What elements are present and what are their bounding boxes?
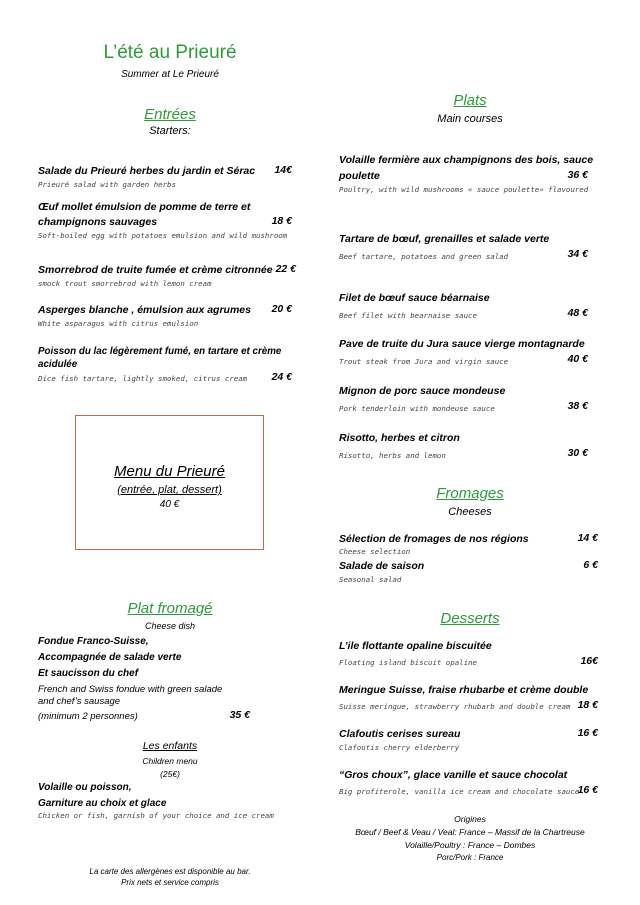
plat-desc: Poultry, with wild mushrooms « sauce poulette» flavoured bbox=[339, 185, 589, 194]
entree-price: 20 € bbox=[271, 303, 292, 315]
plat-desc: Beef filet with bearnaise sauce bbox=[339, 311, 477, 320]
menu-box-title: Menu du Prieuré bbox=[114, 463, 225, 480]
enfants-subtitle: Children menu bbox=[142, 756, 198, 766]
entree-desc: Prieuré salad with garden herbs bbox=[38, 180, 176, 189]
plat-fromage-title: Plat fromagé bbox=[127, 600, 213, 617]
fromage-desc: Cheese selection bbox=[339, 547, 411, 556]
entree-name: Smorrebrod de truite fumée et crème citronnée bbox=[38, 264, 273, 276]
fromages-title: Fromages bbox=[436, 485, 504, 502]
plat-desc: Pork tenderloin with mondeuse sauce bbox=[339, 404, 495, 413]
fromage-price: 6 € bbox=[583, 559, 598, 571]
origines-line: Porc/Pork : France bbox=[436, 853, 504, 862]
enfants-line: Volaille ou poisson, bbox=[38, 782, 132, 793]
entree-desc: smock trout smorrebrod with lemon cream bbox=[38, 279, 212, 288]
dessert-desc: Floating island biscuit opaline bbox=[339, 658, 477, 667]
entree-name: Œuf mollet émulsion de pomme de terre et bbox=[38, 201, 251, 213]
origines-title: Origines bbox=[454, 814, 486, 824]
dessert-desc: Big profiterole, vanilla ice cream and chocolate sauce bbox=[339, 787, 580, 796]
dessert-name: Meringue Suisse, fraise rhubarbe et crème double bbox=[339, 684, 589, 696]
dessert-name: “Gros choux”, glace vanille et sauce chocolat bbox=[339, 769, 568, 781]
fromage-desc: Seasonal salad bbox=[339, 575, 402, 584]
plat-name: Mignon de porc sauce mondeuse bbox=[339, 385, 506, 397]
entree-price: 24 € bbox=[271, 371, 292, 383]
enfants-price: (25€) bbox=[160, 769, 180, 779]
page-subtitle: Summer at Le Prieuré bbox=[121, 69, 219, 80]
dessert-price: 16€ bbox=[580, 655, 598, 667]
plat-name: Pave de truite du Jura sauce vierge montagnarde bbox=[339, 338, 585, 350]
plat-fromage-price: 35 € bbox=[229, 709, 250, 721]
plat-fromage-line: Et saucisson du chef bbox=[38, 668, 139, 679]
plat-price: 38 € bbox=[567, 400, 588, 412]
plat-name: poulette bbox=[339, 170, 380, 182]
origines-line: Volaille/Poultry : France – Dombes bbox=[404, 840, 536, 850]
fromage-price: 14 € bbox=[577, 532, 598, 544]
plat-fromage-line: Accompagnée de salade verte bbox=[38, 652, 182, 663]
menu-box-price: 40 € bbox=[159, 499, 180, 510]
enfants-desc: Chicken or fish, garnish of your choice and ice cream bbox=[38, 811, 274, 820]
menu-box bbox=[75, 415, 264, 550]
entrees-title: Entrées bbox=[144, 106, 196, 123]
plat-desc: Trout steak from Jura and virgin sauce bbox=[339, 357, 509, 366]
plat-price: 34 € bbox=[567, 248, 588, 260]
plat-fromage-line: Fondue Franco-Suisse, bbox=[38, 636, 149, 647]
desserts-title: Desserts bbox=[440, 610, 500, 627]
plat-name: Filet de bœuf sauce béarnaise bbox=[339, 292, 490, 304]
plat-price: 36 € bbox=[567, 169, 588, 181]
plat-fromage-subtitle: Cheese dish bbox=[144, 621, 196, 631]
dessert-name: Clafoutis cerises sureau bbox=[339, 728, 461, 740]
entree-price: 14€ bbox=[274, 164, 292, 176]
entree-name: acidulée bbox=[38, 359, 78, 370]
entree-desc: Dice fish tartare, lightly smoked, citrus cream bbox=[38, 374, 248, 383]
enfants-title: Les enfants bbox=[142, 740, 198, 752]
entree-price: 18 € bbox=[271, 215, 292, 227]
entree-price: 22 € bbox=[275, 263, 296, 275]
dessert-price: 16 € bbox=[577, 784, 598, 796]
plat-name: Volaille fermière aux champignons des bois, sauce bbox=[339, 154, 594, 166]
entree-name: Salade du Prieuré herbes du jardin et Sérac bbox=[38, 165, 256, 177]
dessert-price: 16 € bbox=[577, 727, 598, 739]
plat-fromage-desc: and chef’s sausage bbox=[38, 696, 121, 707]
dessert-price: 18 € bbox=[577, 699, 598, 711]
entree-name: Poisson du lac légèrement fumé, en tartare et crème bbox=[38, 346, 282, 357]
plat-desc: Beef tartare, potatoes and green salad bbox=[339, 252, 509, 261]
plat-fromage-desc: (minimum 2 personnes) bbox=[38, 711, 138, 722]
plat-price: 40 € bbox=[567, 353, 588, 365]
entrees-subtitle: Starters: bbox=[149, 125, 191, 137]
fromage-name: Sélection de fromages de nos régions bbox=[339, 533, 529, 545]
entree-desc: White asparagus with citrus emulsion bbox=[38, 319, 199, 328]
price-note: Prix nets et service compris bbox=[121, 878, 219, 887]
menu-box-subtitle: (entrée, plat, dessert) bbox=[117, 484, 222, 496]
dessert-desc: Clafoutis cherry elderberry bbox=[339, 743, 460, 752]
enfants-line: Garniture au choix et glace bbox=[38, 798, 167, 809]
entree-name: champignons sauvages bbox=[38, 216, 158, 228]
page-title: L’été au Prieuré bbox=[103, 42, 237, 63]
plat-price: 48 € bbox=[567, 307, 588, 319]
plats-title: Plats bbox=[453, 92, 487, 109]
plat-desc: Risotto, herbs and lemon bbox=[339, 451, 446, 460]
plat-name: Tartare de bœuf, grenailles et salade verte bbox=[339, 233, 550, 245]
fromages-subtitle: Cheeses bbox=[448, 506, 492, 518]
plats-subtitle: Main courses bbox=[437, 113, 503, 125]
plat-fromage-desc: French and Swiss fondue with green salade bbox=[38, 684, 223, 695]
entree-name: Asperges blanche , émulsion aux agrumes bbox=[38, 304, 251, 316]
allergen-note: La carte des allergènes est disponible au bar. bbox=[89, 867, 251, 876]
fromage-name: Salade de saison bbox=[339, 560, 425, 572]
entree-desc: Soft-boiled egg with potatoes emulsion and wild mushroom bbox=[38, 231, 288, 240]
plat-price: 30 € bbox=[567, 447, 588, 459]
origines-line: Bœuf / Beef & Veau / Veal: France – Massif de la Chartreuse bbox=[355, 827, 585, 837]
dessert-desc: Suisse meringue, strawberry rhubarb and double cream bbox=[339, 702, 571, 711]
dessert-name: L’ile flottante opaline biscuitée bbox=[339, 640, 492, 652]
plat-name: Risotto, herbes et citron bbox=[339, 432, 460, 444]
